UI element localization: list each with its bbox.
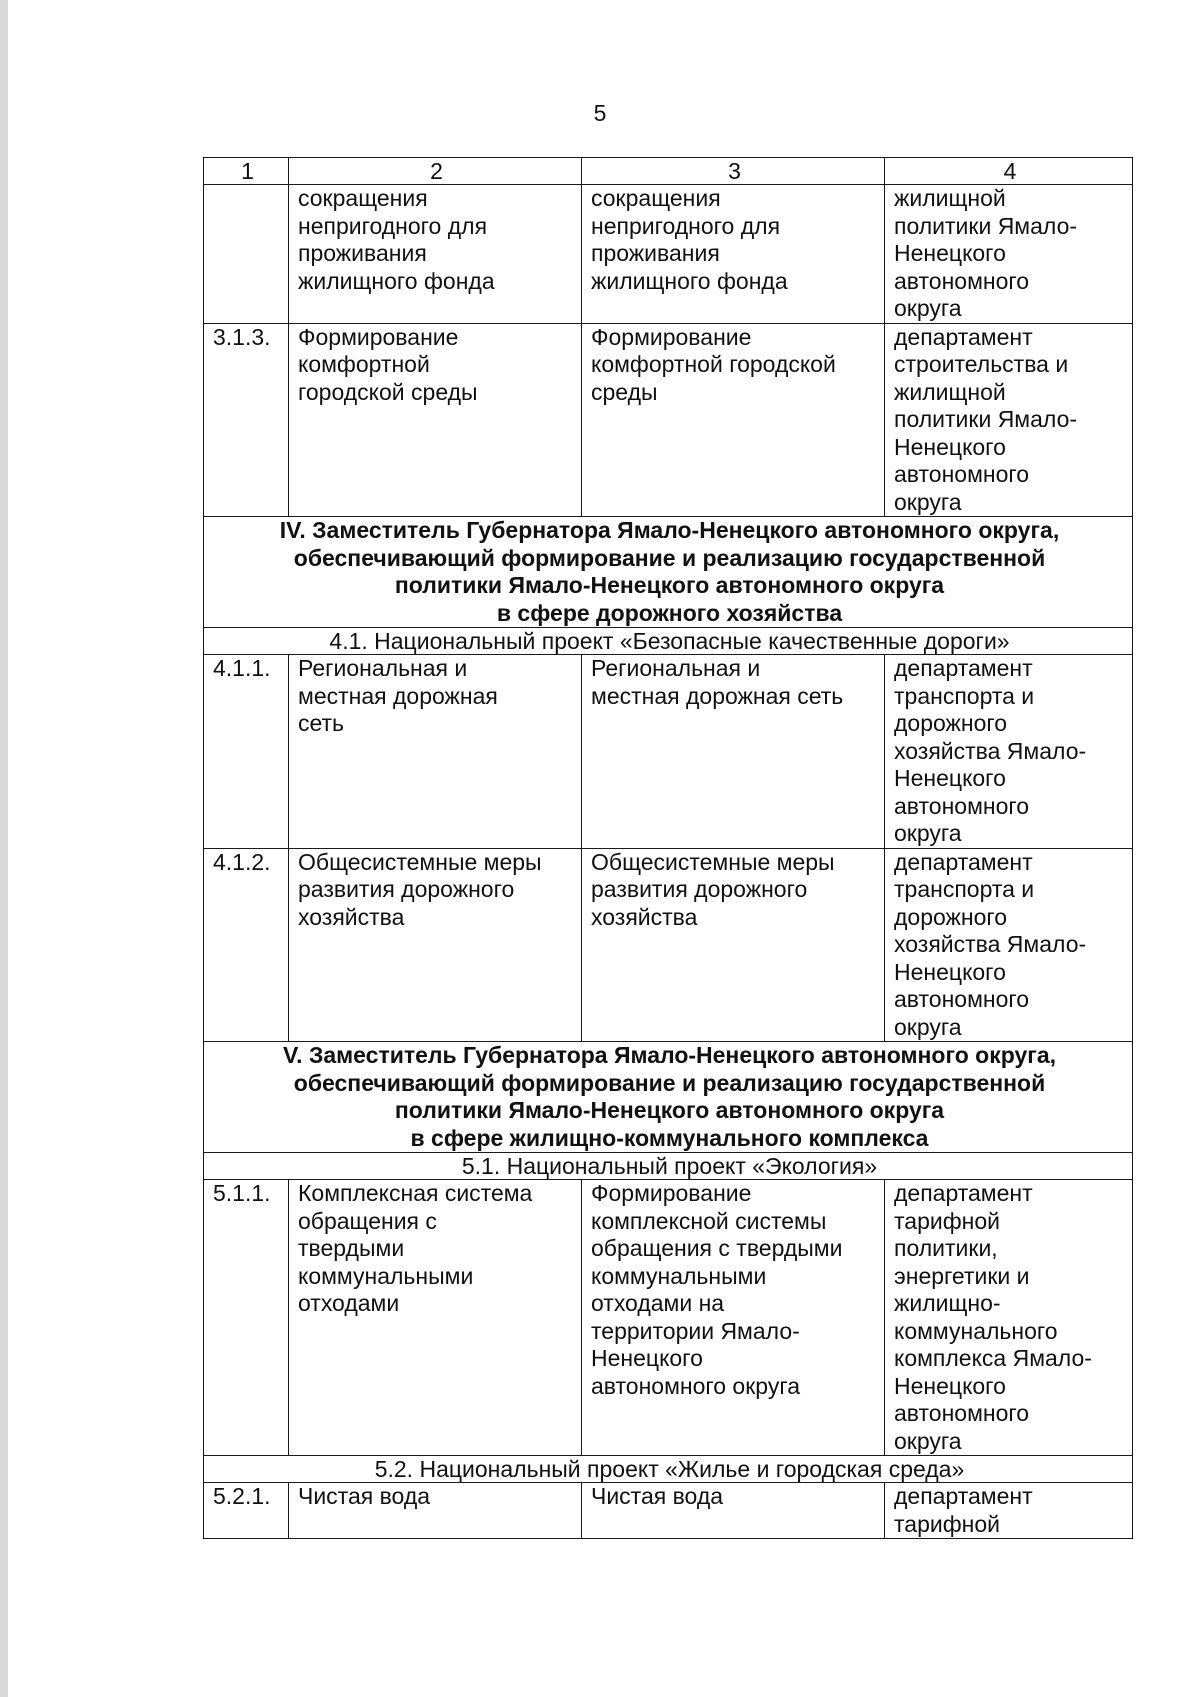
project-heading-5-1 xyxy=(204,1153,1133,1180)
project-heading-cell: 5.1. Национальный проект «Экология» xyxy=(204,1153,1133,1180)
cell-line: автономного xyxy=(894,792,1030,819)
cell-line: энергетики и xyxy=(894,1262,1030,1289)
cell-line: комплекса Ямало- xyxy=(894,1345,1092,1371)
department-cell xyxy=(885,185,1133,324)
cell-line: хозяйства xyxy=(298,903,405,930)
header-cell: 4 xyxy=(885,158,1133,185)
project-heading-cell: 4.1. Национальный проект «Безопасные качественные дороги» xyxy=(204,628,1133,655)
section-line: политики Ямало-Ненецкого автономного округа xyxy=(394,572,945,598)
cell-line: автономного округа xyxy=(591,1372,800,1399)
page-number: 5 xyxy=(593,100,607,126)
section-heading-iv xyxy=(204,517,1133,628)
cell-line: Комплексная система xyxy=(298,1180,533,1206)
header-cell: 2 xyxy=(289,158,582,185)
table-row-3-1-3 xyxy=(204,323,1133,517)
section-line: обеспечивающий формирование и реализацию государственной xyxy=(293,1069,1046,1096)
cell-line: развития дорожного xyxy=(591,876,808,902)
program-table xyxy=(203,157,1133,1539)
regional-project-cell xyxy=(582,323,885,517)
cell-line: обращения с твердыми xyxy=(591,1235,843,1261)
project-name-cell xyxy=(289,655,582,849)
regional-project-cell xyxy=(582,1180,885,1456)
row-number-cell: 4.1.2. xyxy=(204,848,289,1042)
cell-line: развития дорожного xyxy=(298,876,515,902)
cell-line: жилищной xyxy=(894,185,1006,211)
cell-line: департамент xyxy=(894,1483,1033,1509)
cell-line: отходами на xyxy=(591,1290,725,1316)
cell-line: округа xyxy=(894,1013,962,1040)
cell-line: жилищного фонда xyxy=(298,267,495,294)
cell-line: округа xyxy=(894,1427,962,1454)
cell-line: Ненецкого xyxy=(591,1345,703,1371)
cell-line: округа xyxy=(894,488,962,515)
cell-line: автономного xyxy=(894,986,1030,1012)
table-row-continuation xyxy=(204,185,1133,324)
cell-line: Ненецкого xyxy=(894,1372,1006,1399)
department-cell xyxy=(885,1483,1133,1539)
cell-line: транспорта и xyxy=(894,876,1035,902)
cell-line: дорожного xyxy=(894,903,1008,930)
project-heading-5-2 xyxy=(204,1456,1133,1483)
cell-line: Общесистемные меры xyxy=(298,848,542,875)
project-heading-4-1 xyxy=(204,628,1133,655)
department-cell xyxy=(885,1180,1133,1456)
header-cell: 3 xyxy=(582,158,885,185)
cell-line: Ненецкого xyxy=(894,433,1006,460)
cell-line: политики Ямало- xyxy=(894,212,1078,239)
cell-line: территории Ямало- xyxy=(591,1317,800,1344)
section-line: в сфере дорожного хозяйства xyxy=(496,599,843,626)
section-heading-cell xyxy=(204,517,1133,628)
cell-line: департамент xyxy=(894,1180,1033,1206)
table-row-5-1-1 xyxy=(204,1180,1133,1456)
table-row-4-1-1 xyxy=(204,655,1133,849)
regional-project-cell xyxy=(582,848,885,1042)
regional-project-cell xyxy=(582,655,885,849)
cell-line: твердыми xyxy=(298,1235,405,1261)
cell-line: городской среды xyxy=(298,378,478,405)
section-line: V. Заместитель Губернатора Ямало-Ненецкого автономного округа, xyxy=(282,1042,1057,1068)
cell-line: непригодного для xyxy=(591,212,781,239)
header-row xyxy=(204,158,1133,185)
section-line: в сфере жилищно-коммунального комплекса xyxy=(410,1124,929,1151)
cell-line: Формирование xyxy=(591,323,752,350)
section-line: политики Ямало-Ненецкого автономного округа xyxy=(394,1097,945,1123)
project-heading-cell: 5.2. Национальный проект «Жилье и городская среда» xyxy=(204,1456,1133,1483)
cell-line: хозяйства Ямало- xyxy=(894,931,1087,957)
cell-line: Ненецкого xyxy=(894,240,1006,266)
cell-line: Формирование xyxy=(298,323,459,350)
cell-line: комплексной системы xyxy=(591,1207,827,1234)
table-row-5-2-1 xyxy=(204,1483,1133,1539)
section-heading-cell xyxy=(204,1042,1133,1153)
cell-line: департамент xyxy=(894,848,1033,875)
project-name-cell xyxy=(289,185,582,324)
cell-line: проживания xyxy=(591,240,720,266)
cell-line: автономного xyxy=(894,461,1030,487)
table-row-4-1-2 xyxy=(204,848,1133,1042)
cell-line: местная дорожная сеть xyxy=(591,682,844,709)
cell-line: сокращения xyxy=(591,185,721,211)
project-name-cell xyxy=(289,1483,582,1539)
cell-line: строительства и xyxy=(894,351,1069,377)
department-cell xyxy=(885,848,1133,1042)
cell-line: проживания xyxy=(298,240,427,266)
cell-line: сокращения xyxy=(298,185,428,211)
cell-line: департамент xyxy=(894,323,1033,350)
row-number-cell: 4.1.1. xyxy=(204,655,289,849)
cell-line: Ненецкого xyxy=(894,765,1006,791)
cell-line: политики, xyxy=(894,1235,998,1261)
regional-project-cell xyxy=(582,1483,885,1539)
section-heading-v xyxy=(204,1042,1133,1153)
cell-line: тарифной xyxy=(894,1510,1000,1537)
cell-line: департамент xyxy=(894,655,1033,681)
project-name-cell xyxy=(289,1180,582,1456)
cell-line: хозяйства Ямало- xyxy=(894,737,1087,764)
row-number-cell: 3.1.3. xyxy=(204,323,289,517)
cell-line: коммунальными xyxy=(591,1262,767,1289)
project-name-cell xyxy=(289,323,582,517)
section-line: обеспечивающий формирование и реализацию государственной xyxy=(293,544,1046,571)
cell-line: Чистая вода xyxy=(298,1483,431,1509)
cell-line: местная дорожная xyxy=(298,682,498,709)
cell-line: политики Ямало- xyxy=(894,406,1078,432)
regional-project-cell xyxy=(582,185,885,324)
cell-line: жилищного фонда xyxy=(591,267,788,294)
cell-line: комфортной xyxy=(298,351,430,377)
cell-line: транспорта и xyxy=(894,682,1035,709)
cell-line: отходами xyxy=(298,1290,400,1316)
cell-line: сеть xyxy=(298,710,345,736)
cell-line: тарифной xyxy=(894,1207,1000,1234)
cell-line: коммунального xyxy=(894,1317,1058,1344)
cell-line: Формирование xyxy=(591,1180,752,1206)
cell-line: обращения с xyxy=(298,1207,437,1234)
project-name-cell xyxy=(289,848,582,1042)
scan-edge-shade xyxy=(0,0,8,1697)
section-line: IV. Заместитель Губернатора Ямало-Ненецкого автономного округа, xyxy=(279,517,1060,543)
cell-line: среды xyxy=(591,378,658,405)
row-number-cell xyxy=(204,185,289,324)
row-number-cell: 5.1.1. xyxy=(204,1180,289,1456)
cell-line: автономного xyxy=(894,1400,1030,1426)
cell-line: жилищно- xyxy=(894,1290,1001,1316)
cell-line: Общесистемные меры xyxy=(591,848,835,875)
row-number-cell: 5.2.1. xyxy=(204,1483,289,1539)
cell-line: непригодного для xyxy=(298,212,488,239)
department-cell xyxy=(885,655,1133,849)
cell-line: коммунальными xyxy=(298,1262,474,1289)
department-cell xyxy=(885,323,1133,517)
cell-line: комфортной городской xyxy=(591,351,836,377)
cell-line: автономного xyxy=(894,267,1030,294)
cell-line: Региональная и xyxy=(591,655,761,681)
cell-line: дорожного xyxy=(894,710,1008,736)
cell-line: Чистая вода xyxy=(591,1483,724,1509)
cell-line: жилищной xyxy=(894,378,1006,405)
cell-line: хозяйства xyxy=(591,903,698,930)
header-cell: 1 xyxy=(204,158,289,185)
cell-line: округа xyxy=(894,295,962,321)
cell-line: Ненецкого xyxy=(894,958,1006,985)
cell-line: округа xyxy=(894,820,962,846)
cell-line: Региональная и xyxy=(298,655,468,681)
